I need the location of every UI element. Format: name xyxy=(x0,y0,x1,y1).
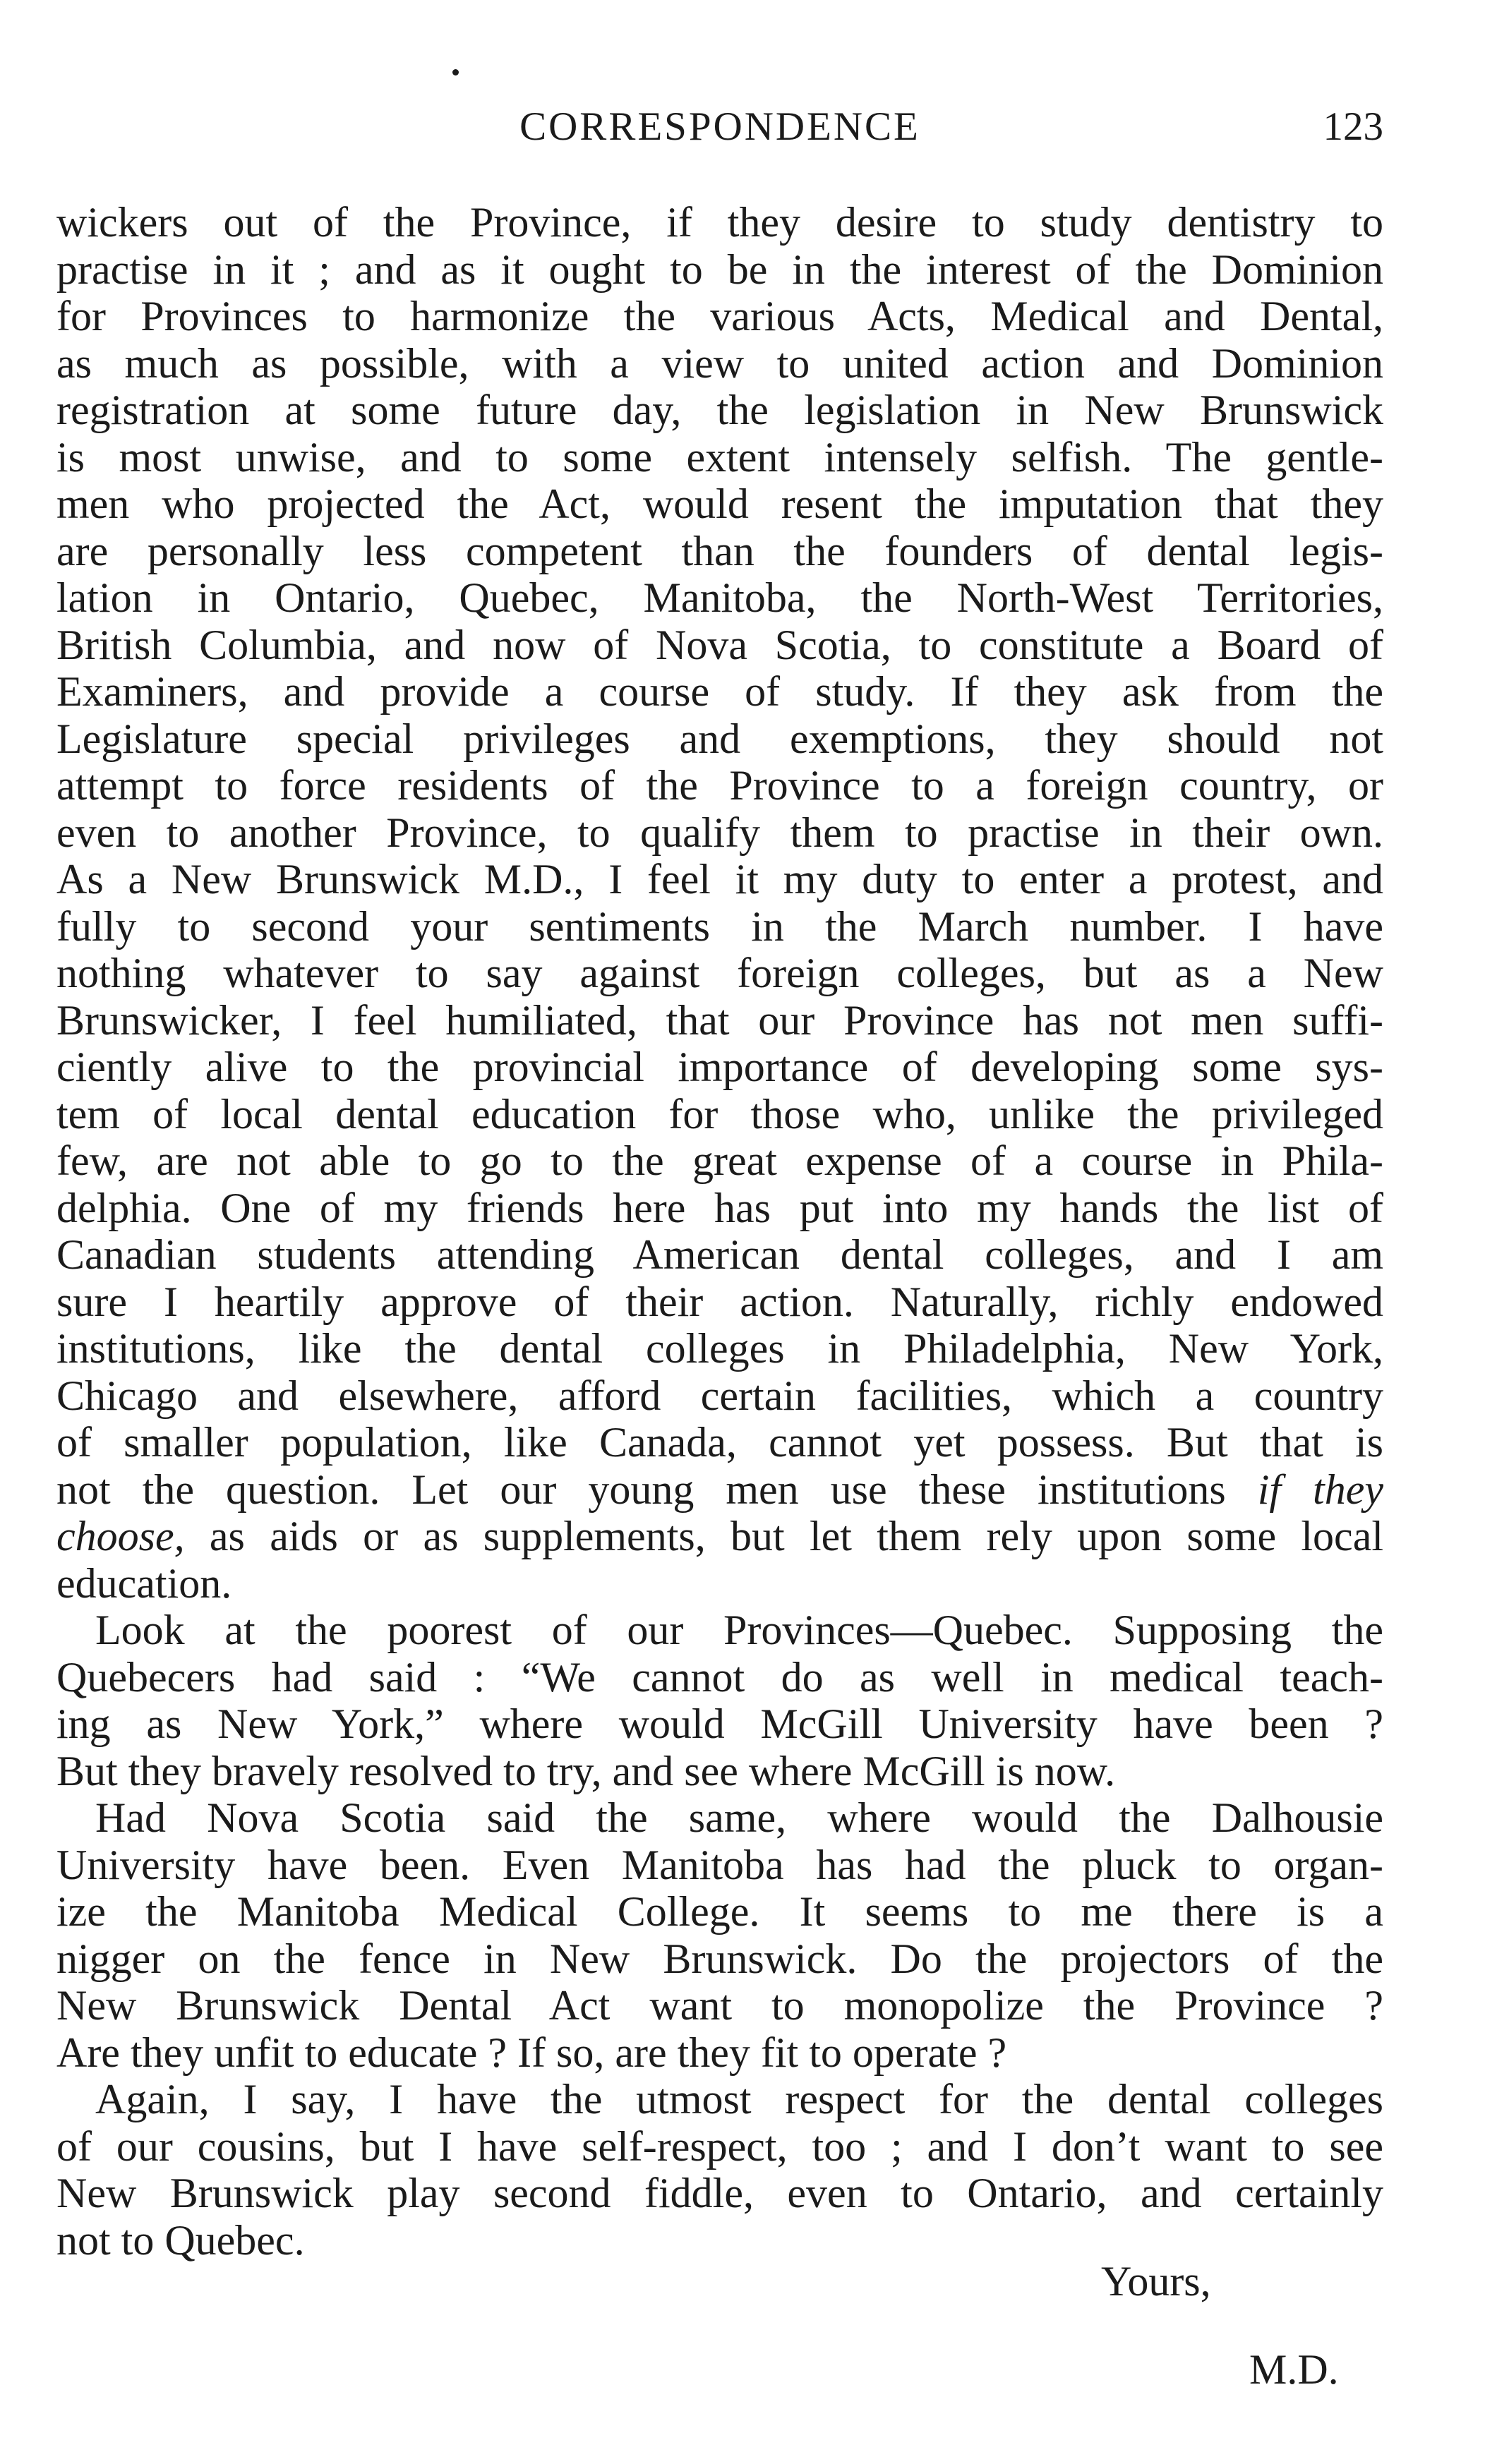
text-line: of our cousins, but I have self-respect, too ; and I don’t want to see xyxy=(56,2122,1383,2170)
text-line: of smaller population, like Canada, cannot yet possess. But that is xyxy=(56,1419,1383,1466)
letter-body xyxy=(56,199,1383,2264)
running-title: CORRESPONDENCE xyxy=(519,104,920,149)
text-line: attempt to force residents of the Province to a foreign country, or xyxy=(56,762,1383,809)
text-line: nigger on the fence in New Brunswick. Do the projectors of the xyxy=(56,1935,1383,1982)
text-line: ize the Manitoba Medical College. It seems to me there is a xyxy=(56,1888,1383,1935)
text-line: Quebecers had said : “We cannot do as well in medical teach- xyxy=(56,1653,1383,1701)
text-line: New Brunswick play second fiddle, even to Ontario, and certainly xyxy=(56,2170,1383,2216)
text-line: Chicago and elsewhere, afford certain facilities, which a country xyxy=(56,1372,1383,1419)
text-line: New Brunswick Dental Act want to monopolize the Province ? xyxy=(56,1982,1383,2029)
text-line: lation in Ontario, Quebec, Manitoba, the North-West Territories, xyxy=(56,574,1383,621)
text-line: Canadian students attending American dental colleges, and I am xyxy=(56,1231,1383,1278)
text-line: Are they unfit to educate ? If so, are they fit to operate ? xyxy=(56,2029,1007,2076)
text-line: As a New Brunswick M.D., I feel it my duty to enter a protest, and xyxy=(56,856,1383,902)
text-line: not to Quebec. xyxy=(56,2216,305,2264)
text-line: wickers out of the Province, if they desire to study dentistry to xyxy=(56,199,1383,246)
text-line: sure I heartily approve of their action. Naturally, richly endowed xyxy=(56,1278,1383,1325)
text-line: institutions, like the dental colleges in Philadelphia, New York, xyxy=(56,1325,1383,1372)
text-line: as much as possible, with a view to united action and Dominion xyxy=(56,339,1383,387)
text-line: Examiners, and provide a course of study. If they ask from the xyxy=(56,668,1383,715)
text-line: nothing whatever to say against foreign colleges, but as a New xyxy=(56,950,1383,996)
text-line: registration at some future day, the legislation in New Brunswick xyxy=(56,387,1383,433)
text-segment: as aids or as supplements, but let them rely upon some local xyxy=(184,1513,1383,1559)
text-line: practise in it ; and as it ought to be in the interest of the Dominion xyxy=(56,246,1383,293)
text-line: University have been. Even Manitoba has had the pluck to organ- xyxy=(56,1841,1383,1888)
italic-emphasis: if they xyxy=(1257,1466,1383,1513)
text-line: British Columbia, and now of Nova Scotia, to constitute a Board of xyxy=(56,621,1383,668)
text-line: fully to second your sentiments in the March number. I have xyxy=(56,902,1383,950)
text-line: education. xyxy=(56,1559,232,1607)
text-line xyxy=(56,1513,1383,1560)
text-line: tem of local dental education for those who, unlike the privileged xyxy=(56,1090,1383,1137)
text-line: ing as New York,” where would McGill University have been ? xyxy=(56,1701,1383,1747)
text-line: Brunswicker, I feel humiliated, that our Province has not men suffi- xyxy=(56,996,1383,1044)
text-line: few, are not able to go to the great expense of a course in Phila- xyxy=(56,1137,1383,1184)
text-line: Legislature special privileges and exemptions, they should not xyxy=(56,715,1383,762)
text-line: is most unwise, and to some extent intensely selfish. The gentle- xyxy=(56,433,1383,481)
text-line: even to another Province, to qualify them to practise in their own. xyxy=(56,809,1383,856)
text-line: But they bravely resolved to try, and see where McGill is now. xyxy=(56,1747,1116,1794)
text-line: Had Nova Scotia said the same, where would the Dalhousie xyxy=(95,1794,1383,1841)
text-line: ciently alive to the provincial importance of developing some sys- xyxy=(56,1044,1383,1090)
signature: M.D. xyxy=(1249,2346,1339,2393)
text-line: Again, I say, I have the utmost respect for the dental colleges xyxy=(95,2076,1383,2122)
page-number: 123 xyxy=(1323,104,1383,149)
text-line: men who projected the Act, would resent the imputation that they xyxy=(56,481,1383,527)
text-line xyxy=(56,1466,1383,1514)
closing-salutation: Yours, xyxy=(1101,2258,1211,2305)
text-line: Look at the poorest of our Provinces—Quebec. Supposing the xyxy=(95,1607,1383,1653)
header-dot-mark xyxy=(452,69,459,76)
text-line: for Provinces to harmonize the various Acts, Medical and Dental, xyxy=(56,293,1383,339)
running-head xyxy=(56,99,1383,155)
text-line: delphia. One of my friends here has put into my hands the list of xyxy=(56,1184,1383,1231)
italic-emphasis: choose, xyxy=(56,1513,185,1559)
text-line: are personally less competent than the founders of dental legis- xyxy=(56,527,1383,574)
text-segment: not the question. Let our young men use these institutions xyxy=(56,1466,1226,1513)
